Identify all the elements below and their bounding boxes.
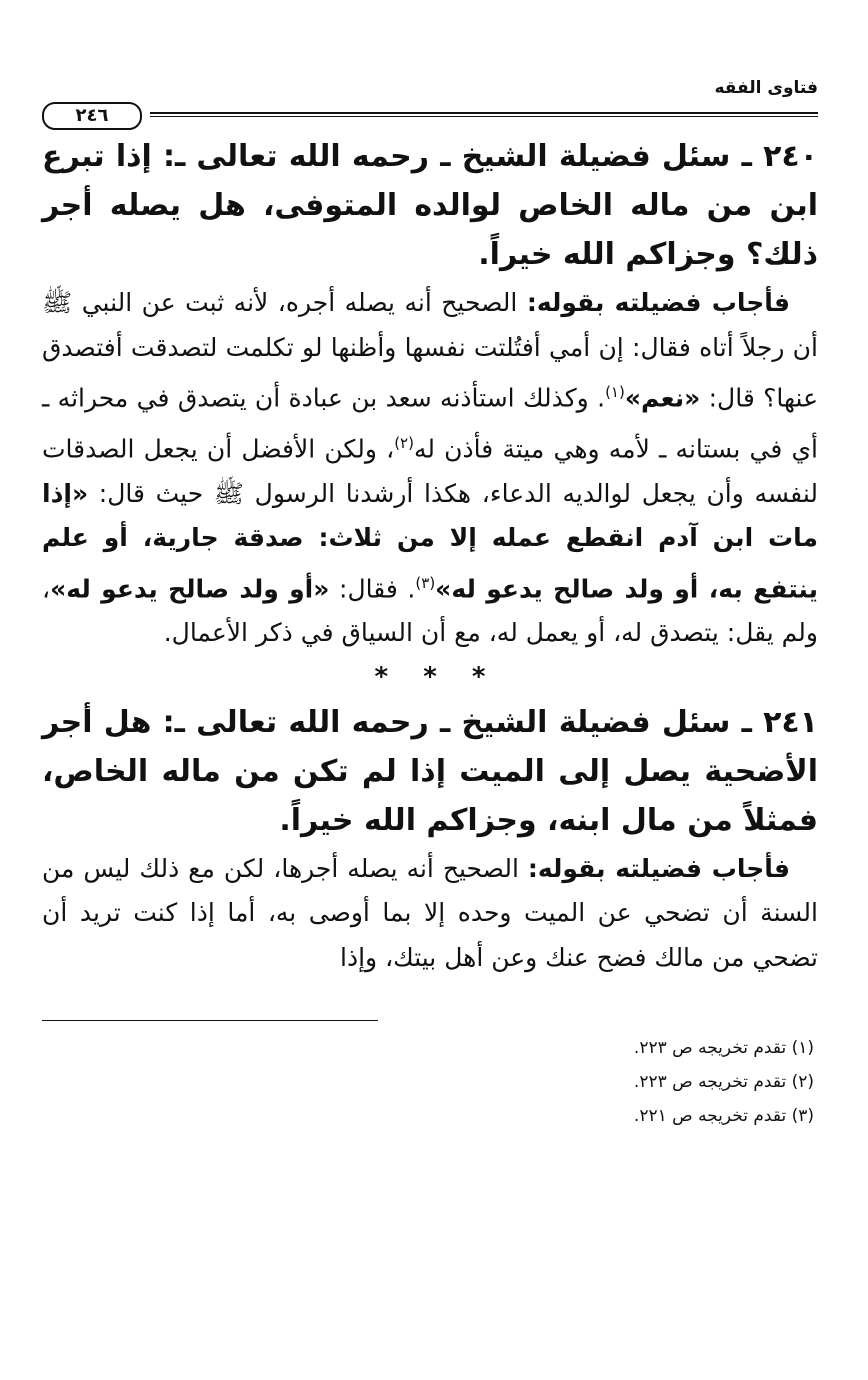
answer-lead: فأجاب فضيلته بقوله:	[527, 853, 791, 883]
answer-241	[42, 847, 818, 981]
footnote-ref-3: (٣)	[415, 573, 436, 592]
book-page	[42, 78, 818, 1133]
page-number: ٢٤٦	[42, 102, 142, 130]
footnote-rule	[42, 1020, 378, 1021]
answer-240	[42, 281, 818, 656]
page-header	[42, 78, 818, 124]
quote-yes: «نعم»	[624, 383, 701, 413]
running-title: فتاوى الفقه	[714, 78, 818, 98]
footnote-ref-2: (٢)	[394, 433, 414, 452]
answer-text: . فقال:	[329, 573, 416, 603]
section-separator: * * *	[374, 661, 486, 692]
answer-text: ، ولكن الأفضل أن يجعل الصدقات لنفسه وأن يجعل لوالديه الدعاء، هكذا أرشدنا الرسول ﷺ حيث قال:	[42, 434, 818, 508]
footnote-3: (٣) تقدم تخريجه ص ٢٢١.	[633, 1106, 814, 1127]
answer-lead: فأجاب فضيلته بقوله:	[526, 288, 790, 317]
header-rule	[150, 112, 818, 114]
question-241: ٢٤١ ـ سئل فضيلة الشيخ ـ رحمه الله تعالى ـ: هل أجر الأضحية يصل إلى الميت إذا لم تكن من ماله الخاص، فمثلاً من مال ابنه، وجزاكم الله خيراً.	[42, 704, 818, 838]
footnote-ref-1: (١)	[605, 383, 625, 401]
answer-text: الصحيح أنه يصله أجره، لأنه ثبت عن النبي ﷺ أن رجلاً أتاه فقال: إن أمي أفتُلتت نفسها وأظنها لو تكلمت لتصدقت أفتصدق عنها؟ قال:	[42, 288, 818, 413]
answer-text: ، ولم يقل: يتصدق له، أو يعمل له، مع أن السياق في ذكر الأعمال.	[42, 573, 818, 648]
question-240: ٢٤٠ ـ سئل فضيلة الشيخ ـ رحمه الله تعالى ـ: إذا تبرع ابن من ماله الخاص لوالده المتوفى، هل يصله أجر ذلك؟ وجزاكم الله خيراً.	[42, 139, 818, 272]
hadith-quote: «إذا مات ابن آدم انقطع عمله إلا من ثلاث: صدقة جارية، أو علم ينتفع به، أو ولد صالح يدعو له»	[42, 478, 818, 603]
quote-righteous-child: «أو ولد صالح يدعو له»	[50, 573, 330, 603]
answer-text: . وكذلك استأذنه سعد بن عبادة أن يتصدق في محراثه ـ أي في بستانه ـ لأمه وهي ميتة فأذن له	[42, 383, 819, 464]
footnote-2: (٢) تقدم تخريجه ص ٢٢٣.	[633, 1072, 814, 1093]
footnote-1: (١) تقدم تخريجه ص ٢٢٣.	[633, 1038, 814, 1059]
answer-text: الصحيح أنه يصله أجرها، لكن مع ذلك ليس من السنة أن تضحي عن الميت وحده إلا بما أوصى به، أما إذا كنت تريد أن تضحي من مالك فضح عنك وعن أهل بيتك، وإذا	[42, 853, 818, 972]
footnotes	[42, 1031, 818, 1133]
